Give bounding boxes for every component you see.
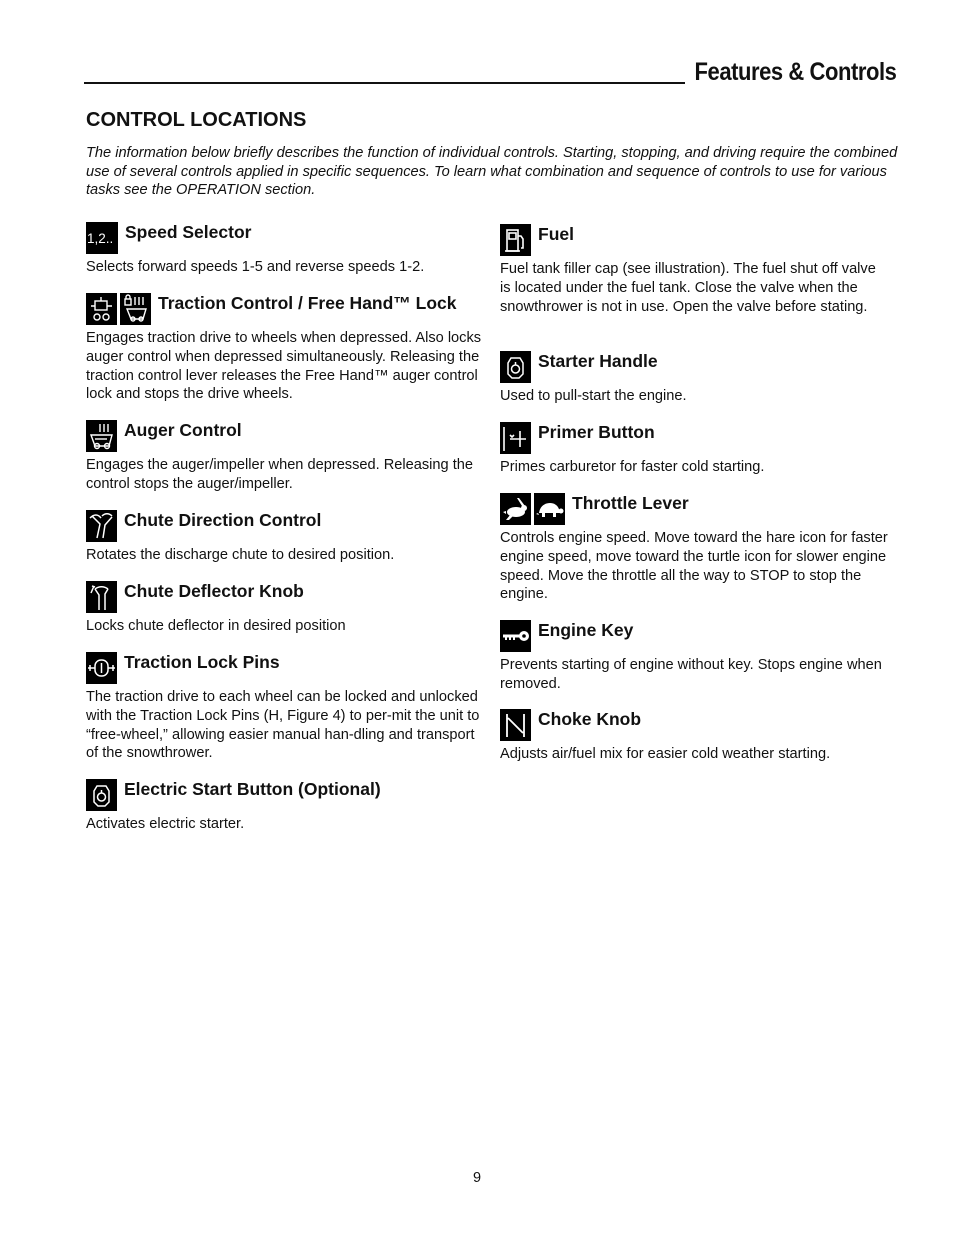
- control-item-primer-button: [500, 422, 890, 477]
- choke-icon: [500, 709, 531, 741]
- control-title: Chute Direction Control: [124, 510, 322, 530]
- control-description: Adjusts air/fuel mix for easier cold weather starting.: [500, 746, 831, 762]
- control-title: Throttle Lever: [572, 493, 689, 513]
- control-title: Auger Control: [124, 420, 242, 440]
- turtle-icon: [534, 493, 565, 525]
- control-title: Engine Key: [538, 620, 634, 640]
- intro-paragraph: The information below briefly describes the function of individual controls. Starting, stopping, and driving require the combined use of several controls applied in specific sequences. To learn what combination and sequence of controls to use for various tasks see the OPERATION section.: [86, 145, 898, 199]
- page-number: 9: [472, 1170, 482, 1186]
- control-item-throttle-lever: [500, 493, 890, 604]
- fuel-pump-icon: [500, 224, 531, 256]
- control-item-starter-handle: [500, 351, 890, 406]
- section-title: CONTROL LOCATIONS: [86, 109, 307, 131]
- control-title: Speed Selector: [125, 222, 252, 242]
- primer-icon: [500, 422, 531, 454]
- control-description: Selects forward speeds 1-5 and reverse speeds 1-2.: [86, 259, 425, 275]
- control-title: Electric Start Button (Optional): [124, 779, 381, 799]
- control-description: Activates electric starter.: [86, 816, 245, 832]
- control-description: Prevents starting of engine without key. Stops engine when removed.: [500, 657, 882, 692]
- control-item-auger-control: [86, 420, 482, 494]
- control-title: Starter Handle: [538, 351, 658, 371]
- control-title: Traction Control / Free Hand™ Lock: [158, 293, 457, 313]
- key-icon: [500, 620, 531, 652]
- engine-start-icon: [500, 351, 531, 383]
- control-description: Engages the auger/impeller when depressed. Releasing the control stops the auger/impeller.: [86, 457, 473, 492]
- hare-icon: [500, 493, 531, 525]
- chute-direction-icon: [86, 510, 117, 542]
- control-item-speed-selector: [86, 222, 482, 277]
- control-description: Controls engine speed. Move toward the hare icon for faster engine speed, move toward the turtle icon for slower engine speed. Move the throttle all the way to STOP to stop the engine.: [500, 530, 888, 603]
- control-item-chute-direction: [86, 510, 482, 565]
- control-title: Traction Lock Pins: [124, 652, 280, 672]
- control-title: Chute Deflector Knob: [124, 581, 304, 601]
- free-hand-lock-icon: [120, 293, 151, 325]
- control-description: Used to pull-start the engine.: [500, 388, 687, 404]
- traction-control-icon: [86, 293, 117, 325]
- control-item-electric-start: [86, 779, 482, 834]
- control-description: The traction drive to each wheel can be locked and unlocked with the Traction Lock Pins (H, Figure 4) to per-mit the unit to “free-wheel,” allowing easier manual han-dling and transport of the snowthrower.: [86, 689, 480, 762]
- auger-control-icon: [86, 420, 117, 452]
- speed-selector-icon: 1,2..: [86, 222, 118, 254]
- control-description: Fuel tank filler cap (see illustration). The fuel shut off valve is located under the fuel tank. Close the valve when the snowthrower is not in use. Open the valve before stating.: [500, 261, 876, 315]
- electric-start-icon: [86, 779, 117, 811]
- control-item-chute-deflector: [86, 581, 482, 636]
- control-description: Locks chute deflector in desired position: [86, 618, 346, 634]
- control-item-traction-lock-pins: [86, 652, 482, 763]
- control-item-engine-key: [500, 620, 890, 694]
- control-title: Choke Knob: [538, 709, 642, 729]
- control-description: Rotates the discharge chute to desired position.: [86, 547, 395, 563]
- control-item-fuel: [500, 224, 890, 316]
- control-description: Engages traction drive to wheels when depressed. Also locks auger control when depressed simultaneously. Releasing the traction control lever releases the Free Hand™ auger control lock and stops the drive wheels.: [86, 330, 482, 403]
- control-item-traction-control: [86, 293, 482, 404]
- header-title: Features & Controls: [694, 58, 896, 86]
- traction-lock-pin-icon: [86, 652, 117, 684]
- control-title: Primer Button: [538, 422, 655, 442]
- control-description: Primes carburetor for faster cold starting.: [500, 459, 765, 475]
- control-title: Fuel: [538, 224, 574, 244]
- header-rule: [84, 82, 685, 84]
- chute-deflector-icon: [86, 581, 117, 613]
- control-item-choke-knob: [500, 709, 890, 764]
